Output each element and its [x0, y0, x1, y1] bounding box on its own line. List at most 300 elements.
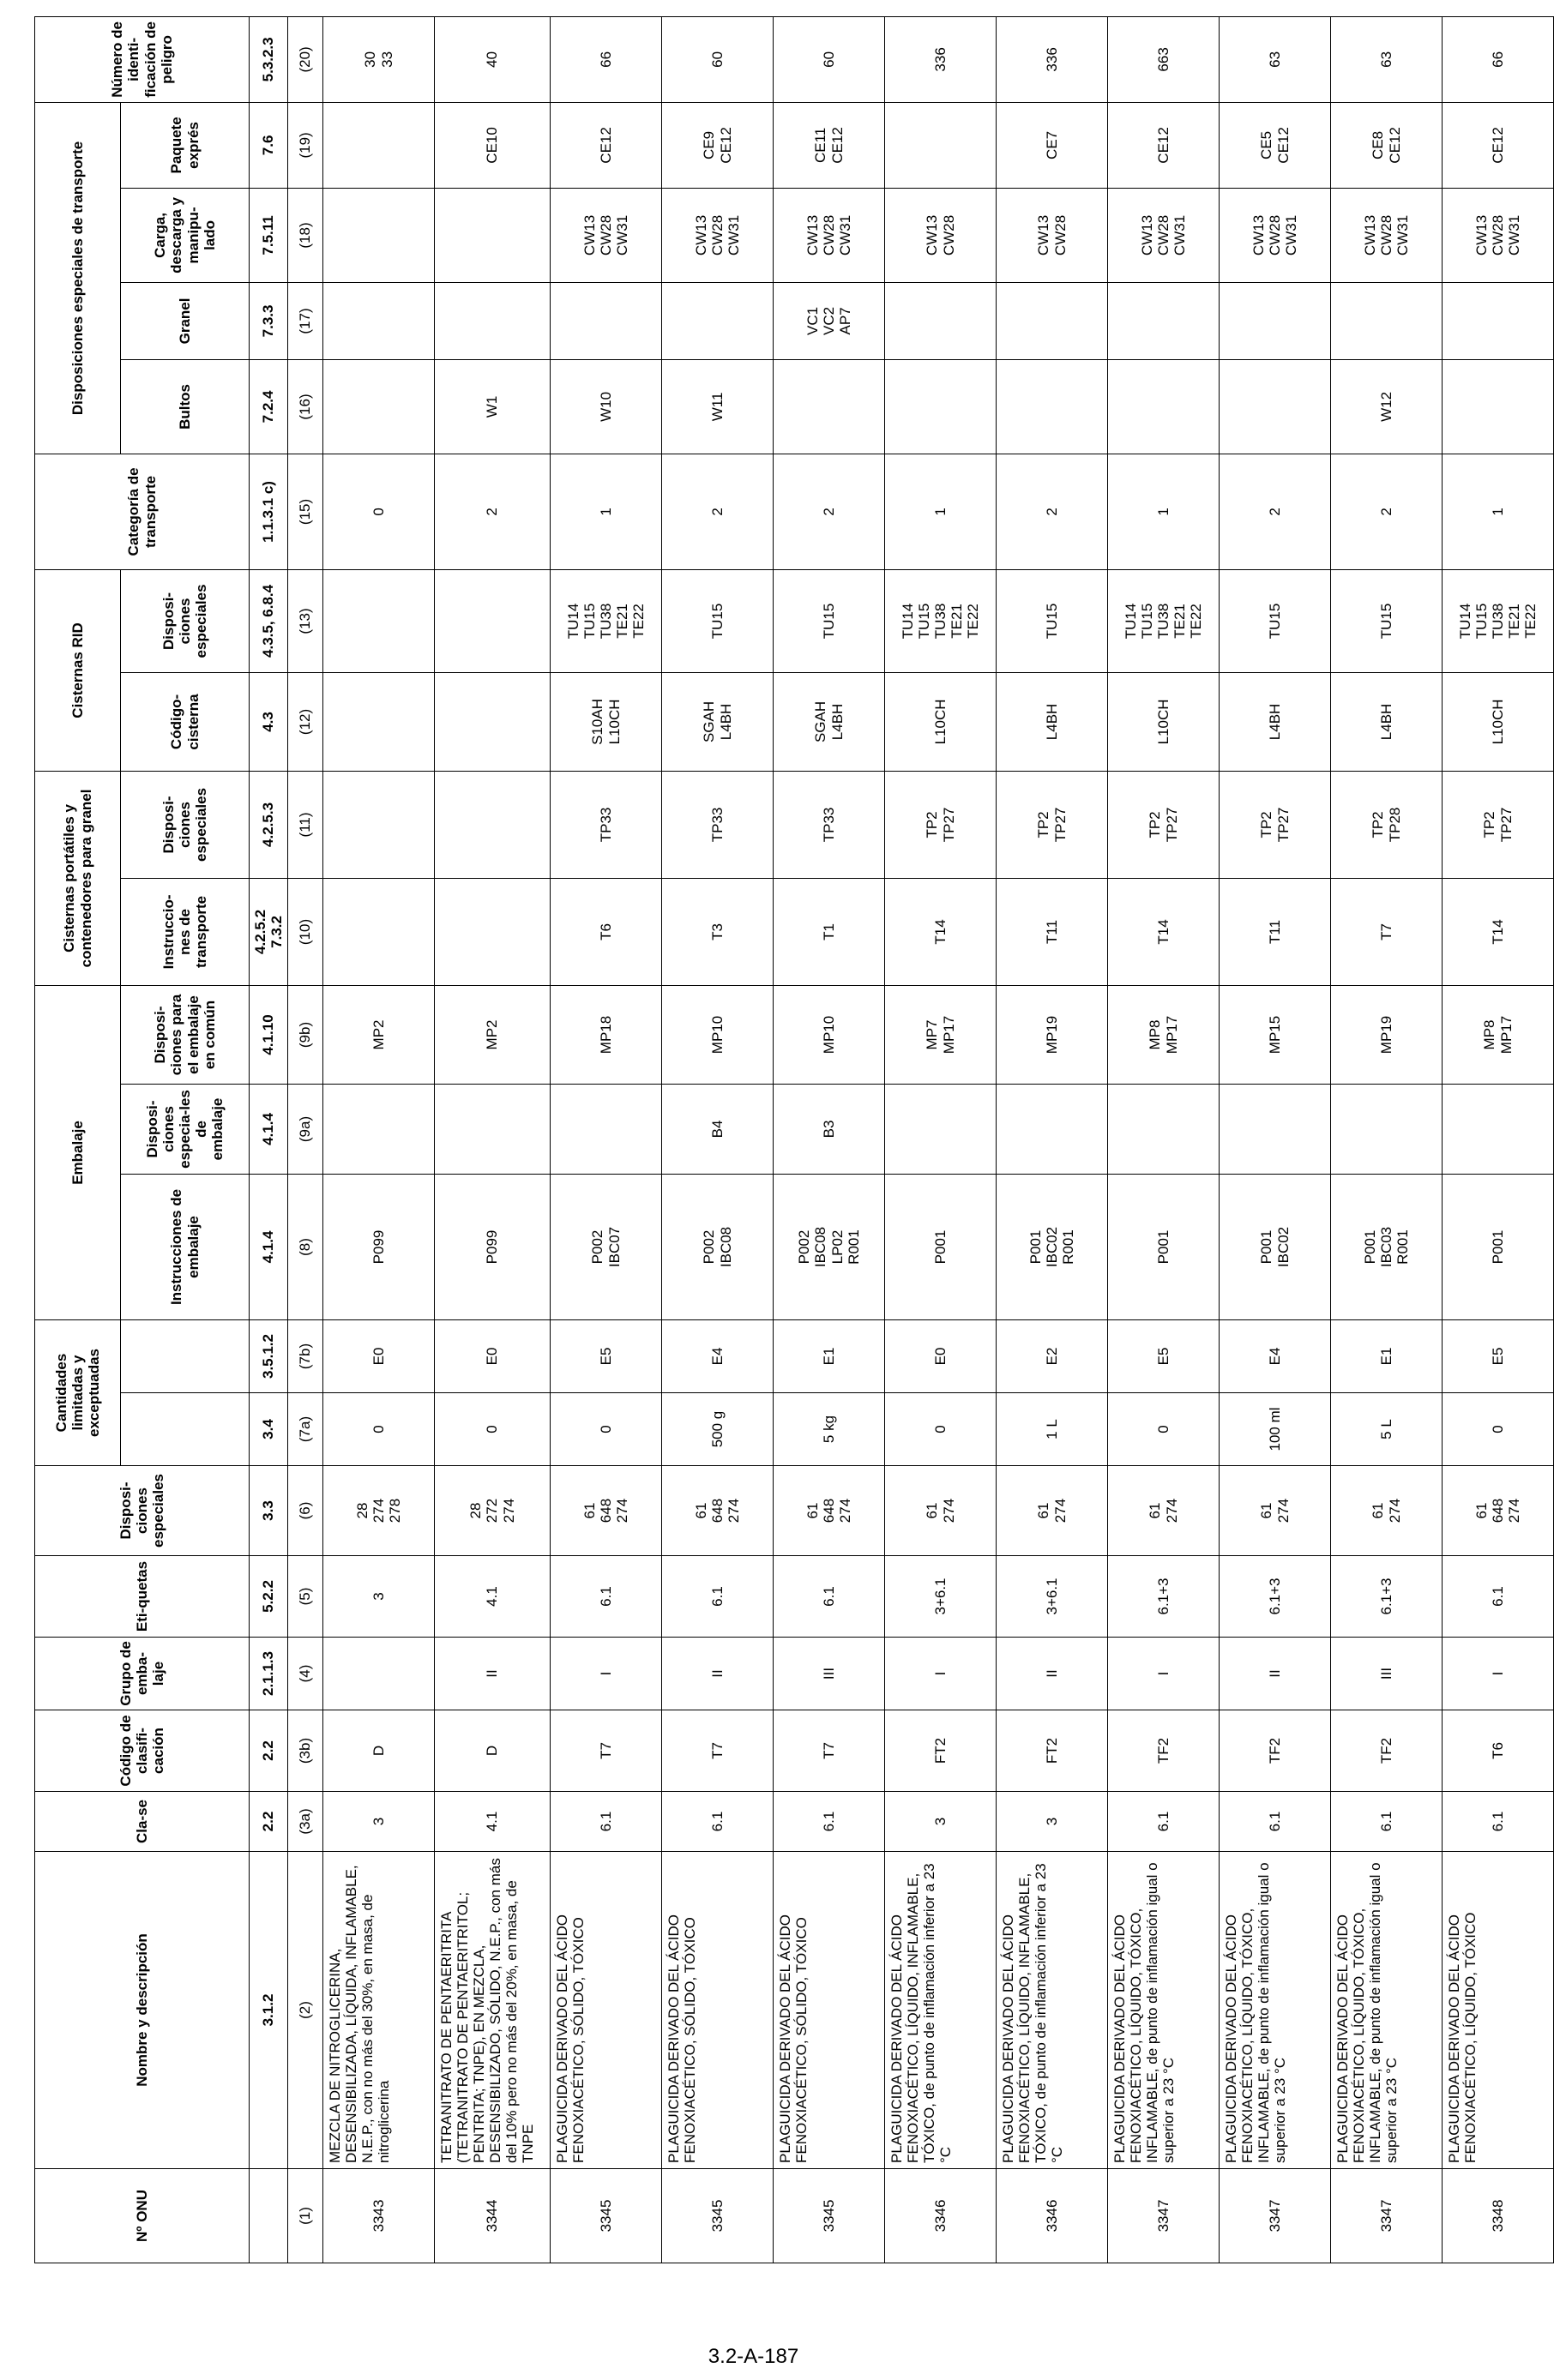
table-row	[774, 16, 885, 2263]
cell-pel: 60	[662, 16, 774, 102]
cell-d9b: MP2	[323, 985, 435, 1084]
cell-carga: CW13 CW28 CW31	[774, 188, 885, 282]
cell-carga: CW13 CW28	[997, 188, 1108, 282]
section-ref-cell: 1.1.3.1 c)	[250, 454, 288, 569]
cell-cat: 2	[435, 454, 551, 569]
cell-bultos: W1	[435, 359, 551, 454]
header-codigo-cisterna: Código-cisterna	[121, 672, 250, 771]
cell-c13: TU14 TU15 TU38 TE21 TE22	[1443, 569, 1554, 672]
column-number-cell: (7b)	[288, 1319, 323, 1392]
cell-d9b: MP10	[662, 985, 774, 1084]
header-disp-esp: Disposi-ciones especiales	[35, 1466, 250, 1556]
cell-disp: 61 274	[1108, 1466, 1220, 1556]
cell-etiq: 4.1	[435, 1556, 551, 1638]
cell-cat: 2	[1220, 454, 1331, 569]
cell-disp: 61 648 274	[1443, 1466, 1554, 1556]
table-container	[34, 17, 1539, 2263]
cell-disp: 61 648 274	[774, 1466, 885, 1556]
cell-q7b: E2	[997, 1319, 1108, 1392]
table-row	[435, 16, 551, 2263]
cell-cat: 0	[323, 454, 435, 569]
cell-paq: CE8 CE12	[1331, 102, 1443, 188]
cell-q7a: 100 ml	[1220, 1393, 1331, 1466]
cell-name: PLAGUICIDA DERIVADO DEL ÁCIDO FENOXIACÉTICO, SÓLIDO, TÓXICO	[662, 1852, 774, 2169]
section-ref-cell: 7.6	[250, 102, 288, 188]
header-onu: Nº ONU	[35, 2169, 250, 2263]
cell-grupo: III	[774, 1638, 885, 1710]
cell-clase: 6.1	[1443, 1792, 1554, 1852]
cell-t10	[323, 878, 435, 985]
cell-paq: CE10	[435, 102, 551, 188]
cell-pel: 66	[551, 16, 662, 102]
cell-c13: TU15	[997, 569, 1108, 672]
cell-etiq: 6.1	[1443, 1556, 1554, 1638]
cell-disp: 28 272 274	[435, 1466, 551, 1556]
cell-clase: 3	[997, 1792, 1108, 1852]
cell-carga: CW13 CW28 CW31	[1220, 188, 1331, 282]
cell-c13: TU15	[1331, 569, 1443, 672]
cell-cat: 2	[1331, 454, 1443, 569]
section-ref-cell: 3.3	[250, 1466, 288, 1556]
cell-grupo: II	[997, 1638, 1108, 1710]
section-ref-cell: 4.2.5.2 7.3.2	[250, 878, 288, 985]
cell-t10: T14	[885, 878, 997, 985]
header-carga: Carga, descarga y manipu-lado	[121, 188, 250, 282]
cell-disp: 61 274	[885, 1466, 997, 1556]
cell-q7b: E1	[1331, 1319, 1443, 1392]
column-number-cell: (20)	[288, 16, 323, 102]
cell-c12: L10CH	[885, 672, 997, 771]
cell-q7a: 500 g	[662, 1393, 774, 1466]
cell-t10: T6	[551, 878, 662, 985]
column-number-cell: (19)	[288, 102, 323, 188]
cell-t11: TP2 TP27	[1220, 771, 1331, 878]
cell-bultos	[997, 359, 1108, 454]
cell-etiq: 6.1	[551, 1556, 662, 1638]
cell-t10: T11	[997, 878, 1108, 985]
column-number-cell: (12)	[288, 672, 323, 771]
cell-granel: VC1 VC2 AP7	[774, 282, 885, 359]
cell-granel	[1443, 282, 1554, 359]
cell-etiq: 6.1	[662, 1556, 774, 1638]
section-ref-cell: 3.5.1.2	[250, 1319, 288, 1392]
cell-d9a	[1220, 1084, 1331, 1174]
table-row	[1331, 16, 1443, 2263]
cell-t10: T14	[1108, 878, 1220, 985]
cell-carga: CW13 CW28 CW31	[551, 188, 662, 282]
cell-bultos	[1443, 359, 1554, 454]
column-number-cell: (13)	[288, 569, 323, 672]
cell-onu: 3346	[997, 2169, 1108, 2263]
cell-carga: CW13 CW28 CW31	[1331, 188, 1443, 282]
cell-name: PLAGUICIDA DERIVADO DEL ÁCIDO FENOXIACÉTICO, LÍQUIDO, TÓXICO, INFLAMABLE, de punto de inflamación igual o superior a 23 °C	[1220, 1852, 1331, 2169]
cell-instr: P002 IBC08 LP02 R001	[774, 1174, 885, 1319]
section-ref-cell: 3.1.2	[250, 1852, 288, 2169]
cell-name: PLAGUICIDA DERIVADO DEL ÁCIDO FENOXIACÉTICO, SÓLIDO, TÓXICO	[551, 1852, 662, 2169]
cell-q7a: 0	[1108, 1393, 1220, 1466]
cell-q7a: 0	[885, 1393, 997, 1466]
cell-grupo: II	[662, 1638, 774, 1710]
cell-pel: 63	[1220, 16, 1331, 102]
column-number-cell: (3b)	[288, 1710, 323, 1792]
cell-disp: 61 648 274	[662, 1466, 774, 1556]
cell-codigo: D	[323, 1710, 435, 1792]
cell-etiq: 3+6.1	[997, 1556, 1108, 1638]
cell-disp: 61 274	[997, 1466, 1108, 1556]
cell-t10: T7	[1331, 878, 1443, 985]
cell-q7a: 0	[1443, 1393, 1554, 1466]
column-numbers-row	[288, 16, 323, 2263]
cell-paq: CE11 CE12	[774, 102, 885, 188]
cell-q7a: 0	[435, 1393, 551, 1466]
cell-codigo: TF2	[1220, 1710, 1331, 1792]
column-number-cell: (10)	[288, 878, 323, 985]
cell-cat: 2	[662, 454, 774, 569]
header-peligro: Número de identi-ficación de peligro	[35, 16, 250, 102]
cell-granel	[885, 282, 997, 359]
cell-d9a	[997, 1084, 1108, 1174]
column-number-cell: (4)	[288, 1638, 323, 1710]
section-ref-cell: 4.1.10	[250, 985, 288, 1084]
cell-cat: 1	[885, 454, 997, 569]
cell-c13: TU14 TU15 TU38 TE21 TE22	[551, 569, 662, 672]
cell-d9b: MP7 MP17	[885, 985, 997, 1084]
cell-granel	[1331, 282, 1443, 359]
cell-paq: CE9 CE12	[662, 102, 774, 188]
cell-t10: T11	[1220, 878, 1331, 985]
header-bultos: Bultos	[121, 359, 250, 454]
cell-instr: P001	[1443, 1174, 1554, 1319]
header-cisternas-port: Cisternas portátiles y contenedores para granel	[35, 771, 121, 985]
table-row	[662, 16, 774, 2263]
dangerous-goods-table	[34, 16, 1554, 2263]
cell-bultos	[885, 359, 997, 454]
cell-etiq: 6.1+3	[1331, 1556, 1443, 1638]
cell-carga: CW13 CW28	[885, 188, 997, 282]
cell-d9b: MP2	[435, 985, 551, 1084]
section-ref-cell: 3.4	[250, 1393, 288, 1466]
cell-grupo: II	[435, 1638, 551, 1710]
cell-t11: TP33	[662, 771, 774, 878]
cell-onu: 3344	[435, 2169, 551, 2263]
cell-d9b: MP8 MP17	[1443, 985, 1554, 1084]
cell-paq: CE12	[1108, 102, 1220, 188]
section-ref-cell: 4.1.4	[250, 1174, 288, 1319]
table-row	[1220, 16, 1331, 2263]
section-ref-cell: 4.3	[250, 672, 288, 771]
cell-q7b: E4	[1220, 1319, 1331, 1392]
column-number-cell: (6)	[288, 1466, 323, 1556]
cell-c12: L4BH	[1331, 672, 1443, 771]
column-number-cell: (1)	[288, 2169, 323, 2263]
cell-bultos	[1108, 359, 1220, 454]
header-clase: Cla-se	[35, 1792, 250, 1852]
cell-cat: 1	[1108, 454, 1220, 569]
cell-clase: 3	[323, 1792, 435, 1852]
cell-bultos	[323, 359, 435, 454]
cell-bultos	[1220, 359, 1331, 454]
cell-name: TETRANITRATO DE PENTAERITRITA (TETRANITRATO DE PENTAERITRITOL; PENTRITA; TNPE), EN MEZCLA, DESENSIBILIZADO, SÓLIDO, N.E.P., con más del 10% pero no más del 20%, en masa, de TNPE	[435, 1852, 551, 2169]
table-row	[323, 16, 435, 2263]
section-ref-cell: 2.1.1.3	[250, 1638, 288, 1710]
cell-codigo: T7	[662, 1710, 774, 1792]
cell-pel: 663	[1108, 16, 1220, 102]
cell-cat: 2	[774, 454, 885, 569]
cell-name: PLAGUICIDA DERIVADO DEL ÁCIDO FENOXIACÉTICO, LÍQUIDO, TÓXICO, INFLAMABLE, de punto de inflamación igual o superior a 23 °C	[1331, 1852, 1443, 2169]
cell-codigo: T7	[774, 1710, 885, 1792]
cell-q7b: E0	[885, 1319, 997, 1392]
cell-clase: 6.1	[1331, 1792, 1443, 1852]
table-row	[885, 16, 997, 2263]
cell-instr: P099	[435, 1174, 551, 1319]
cell-pel: 336	[885, 16, 997, 102]
cell-c12	[323, 672, 435, 771]
cell-c13: TU15	[1220, 569, 1331, 672]
column-number-cell: (9b)	[288, 985, 323, 1084]
cell-grupo: III	[1331, 1638, 1443, 1710]
cell-onu: 3345	[662, 2169, 774, 2263]
cell-bultos: W12	[1331, 359, 1443, 454]
cell-t11: TP33	[774, 771, 885, 878]
cell-d9b: MP15	[1220, 985, 1331, 1084]
cell-instr: P001 IBC02	[1220, 1174, 1331, 1319]
cell-carga: CW13 CW28 CW31	[1443, 188, 1554, 282]
cell-d9a: B3	[774, 1084, 885, 1174]
cell-instr: P099	[323, 1174, 435, 1319]
column-number-cell: (3a)	[288, 1792, 323, 1852]
cell-instr: P001	[1108, 1174, 1220, 1319]
cell-paq: CE12	[551, 102, 662, 188]
header-disp-esp-rid: Disposi-ciones especiales	[121, 569, 250, 672]
cell-name: PLAGUICIDA DERIVADO DEL ÁCIDO FENOXIACÉTICO, LÍQUIDO, TÓXICO	[1443, 1852, 1554, 2169]
section-ref-cell: 5.2.2	[250, 1556, 288, 1638]
cell-carga	[435, 188, 551, 282]
section-ref-cell	[250, 2169, 288, 2263]
cell-d9b: MP8 MP17	[1108, 985, 1220, 1084]
cell-instr: P001	[885, 1174, 997, 1319]
cell-clase: 4.1	[435, 1792, 551, 1852]
cell-c12: L10CH	[1443, 672, 1554, 771]
cell-c13: TU14 TU15 TU38 TE21 TE22	[885, 569, 997, 672]
cell-c13	[323, 569, 435, 672]
cell-q7a: 5 L	[1331, 1393, 1443, 1466]
header-disp-esp-cist: Disposi-ciones especiales	[121, 771, 250, 878]
header-granel: Granel	[121, 282, 250, 359]
cell-paq	[323, 102, 435, 188]
cell-pel: 30 33	[323, 16, 435, 102]
column-number-cell: (15)	[288, 454, 323, 569]
header-cant-7a	[121, 1393, 250, 1466]
column-number-cell: (8)	[288, 1174, 323, 1319]
header-disp-transp: Disposiciones especiales de transporte	[35, 102, 121, 454]
cell-clase: 6.1	[1108, 1792, 1220, 1852]
cell-onu: 3348	[1443, 2169, 1554, 2263]
cell-c13	[435, 569, 551, 672]
header-paquete: Paquete exprés	[121, 102, 250, 188]
section-ref-cell: 5.3.2.3	[250, 16, 288, 102]
cell-cat: 2	[997, 454, 1108, 569]
cell-q7b: E0	[435, 1319, 551, 1392]
cell-c12	[435, 672, 551, 771]
header-cisternas-rid: Cisternas RID	[35, 569, 121, 771]
cell-grupo: I	[551, 1638, 662, 1710]
cell-t11: TP33	[551, 771, 662, 878]
cell-instr: P002 IBC08	[662, 1174, 774, 1319]
column-number-cell: (11)	[288, 771, 323, 878]
header-categoria: Categoría de transporte	[35, 454, 250, 569]
cell-q7b: E5	[551, 1319, 662, 1392]
cell-paq: CE7	[997, 102, 1108, 188]
cell-name: PLAGUICIDA DERIVADO DEL ÁCIDO FENOXIACÉTICO, LÍQUIDO, INFLAMABLE, TÓXICO, de punto de inflamación inferior a 23 °C	[885, 1852, 997, 2169]
cell-t10: T14	[1443, 878, 1554, 985]
cell-t11: TP2 TP27	[885, 771, 997, 878]
cell-cat: 1	[551, 454, 662, 569]
cell-d9b: MP18	[551, 985, 662, 1084]
cell-cat: 1	[1443, 454, 1554, 569]
cell-d9a	[323, 1084, 435, 1174]
header-instr-transp: Instruccio-nes de transporte	[121, 878, 250, 985]
table-row	[997, 16, 1108, 2263]
section-ref-cell: 2.2	[250, 1710, 288, 1792]
header-disp-esp-emb: Disposi-ciones especia-les de embalaje	[121, 1084, 250, 1174]
column-number-cell: (18)	[288, 188, 323, 282]
cell-q7b: E0	[323, 1319, 435, 1392]
header-instr-emb: Instrucciones de embalaje	[121, 1174, 250, 1319]
cell-paq	[885, 102, 997, 188]
cell-c13: TU15	[774, 569, 885, 672]
header-codigo: Código de clasifi-cación	[35, 1710, 250, 1792]
cell-t11: TP2 TP28	[1331, 771, 1443, 878]
cell-clase: 6.1	[662, 1792, 774, 1852]
cell-codigo: T6	[1443, 1710, 1554, 1792]
cell-clase: 6.1	[1220, 1792, 1331, 1852]
cell-etiq: 6.1+3	[1108, 1556, 1220, 1638]
cell-name: PLAGUICIDA DERIVADO DEL ÁCIDO FENOXIACÉTICO, LÍQUIDO, TÓXICO, INFLAMABLE, de punto de inflamación igual o superior a 23 °C	[1108, 1852, 1220, 2169]
cell-c12: SGAH L4BH	[774, 672, 885, 771]
cell-etiq: 3	[323, 1556, 435, 1638]
cell-d9a	[1331, 1084, 1443, 1174]
cell-q7b: E4	[662, 1319, 774, 1392]
cell-etiq: 6.1+3	[1220, 1556, 1331, 1638]
cell-c12: S10AH L10CH	[551, 672, 662, 771]
cell-carga: CW13 CW28 CW31	[662, 188, 774, 282]
cell-c13: TU14 TU15 TU38 TE21 TE22	[1108, 569, 1220, 672]
header-disp-emb-comun: Disposi-ciones para el embalaje en común	[121, 985, 250, 1084]
section-ref-cell: 4.1.4	[250, 1084, 288, 1174]
cell-instr: P001 IBC03 R001	[1331, 1174, 1443, 1319]
cell-onu: 3347	[1108, 2169, 1220, 2263]
table-body	[323, 16, 1554, 2263]
cell-granel	[435, 282, 551, 359]
cell-etiq: 3+6.1	[885, 1556, 997, 1638]
cell-q7b: E5	[1443, 1319, 1554, 1392]
header-embalaje: Embalaje	[35, 985, 121, 1319]
header-grupo: Grupo de emba-laje	[35, 1638, 250, 1710]
section-ref-cell: 7.3.3	[250, 282, 288, 359]
cell-pel: 63	[1331, 16, 1443, 102]
cell-grupo: I	[1108, 1638, 1220, 1710]
cell-name: PLAGUICIDA DERIVADO DEL ÁCIDO FENOXIACÉTICO, LÍQUIDO, INFLAMABLE, TÓXICO, de punto de inflamación inferior a 23 °C	[997, 1852, 1108, 2169]
cell-granel	[997, 282, 1108, 359]
cell-c12: SGAH L4BH	[662, 672, 774, 771]
cell-c12: L4BH	[1220, 672, 1331, 771]
section-ref-cell: 7.2.4	[250, 359, 288, 454]
cell-d9b: MP19	[997, 985, 1108, 1084]
cell-clase: 3	[885, 1792, 997, 1852]
cell-bultos	[774, 359, 885, 454]
cell-q7a: 0	[551, 1393, 662, 1466]
cell-t11: TP2 TP27	[1443, 771, 1554, 878]
cell-granel	[551, 282, 662, 359]
table-row	[1443, 16, 1554, 2263]
cell-c13: TU15	[662, 569, 774, 672]
column-number-cell: (5)	[288, 1556, 323, 1638]
section-ref-cell: 7.5.11	[250, 188, 288, 282]
cell-name: MEZCLA DE NITROGLICERINA, DESENSIBILIZADA, LÍQUIDA, INFLAMABLE, N.E.P., con no más del 30%, en masa, de nitroglicerina	[323, 1852, 435, 2169]
cell-grupo: I	[885, 1638, 997, 1710]
cell-t11: TP2 TP27	[997, 771, 1108, 878]
cell-disp: 61 274	[1331, 1466, 1443, 1556]
cell-bultos: W11	[662, 359, 774, 454]
cell-q7b: E1	[774, 1319, 885, 1392]
page-number: 3.2-A-187	[708, 2345, 799, 2368]
table-row	[551, 16, 662, 2263]
column-number-cell: (16)	[288, 359, 323, 454]
column-number-cell: (9a)	[288, 1084, 323, 1174]
cell-onu: 3347	[1220, 2169, 1331, 2263]
cell-codigo: FT2	[885, 1710, 997, 1792]
cell-t10	[435, 878, 551, 985]
cell-d9a	[551, 1084, 662, 1174]
cell-onu: 3343	[323, 2169, 435, 2263]
section-ref-cell: 4.3.5, 6.8.4	[250, 569, 288, 672]
cell-onu: 3345	[551, 2169, 662, 2263]
cell-disp: 28 274 278	[323, 1466, 435, 1556]
cell-paq: CE12	[1443, 102, 1554, 188]
cell-carga: CW13 CW28 CW31	[1108, 188, 1220, 282]
cell-codigo: TF2	[1331, 1710, 1443, 1792]
cell-q7a: 0	[323, 1393, 435, 1466]
cell-disp: 61 274	[1220, 1466, 1331, 1556]
cell-t11: TP2 TP27	[1108, 771, 1220, 878]
cell-name: PLAGUICIDA DERIVADO DEL ÁCIDO FENOXIACÉTICO, SÓLIDO, TÓXICO	[774, 1852, 885, 2169]
section-refs-row	[250, 16, 288, 2263]
cell-codigo: TF2	[1108, 1710, 1220, 1792]
cell-etiq: 6.1	[774, 1556, 885, 1638]
cell-paq: CE5 CE12	[1220, 102, 1331, 188]
cell-d9a	[885, 1084, 997, 1174]
cell-disp: 61 648 274	[551, 1466, 662, 1556]
cell-d9a	[1443, 1084, 1554, 1174]
cell-grupo: I	[1443, 1638, 1554, 1710]
cell-granel	[662, 282, 774, 359]
cell-q7b: E5	[1108, 1319, 1220, 1392]
cell-d9b: MP10	[774, 985, 885, 1084]
cell-instr: P002 IBC07	[551, 1174, 662, 1319]
cell-q7a: 1 L	[997, 1393, 1108, 1466]
header-cantidades: Cantidades limitadas y exceptuadas	[35, 1319, 121, 1465]
cell-granel	[323, 282, 435, 359]
cell-t11	[435, 771, 551, 878]
header-etiquetas: Eti-quetas	[35, 1556, 250, 1638]
cell-onu: 3347	[1331, 2169, 1443, 2263]
cell-codigo: FT2	[997, 1710, 1108, 1792]
cell-instr: P001 IBC02 R001	[997, 1174, 1108, 1319]
cell-carga	[323, 188, 435, 282]
cell-q7a: 5 kg	[774, 1393, 885, 1466]
cell-pel: 66	[1443, 16, 1554, 102]
cell-d9b: MP19	[1331, 985, 1443, 1084]
